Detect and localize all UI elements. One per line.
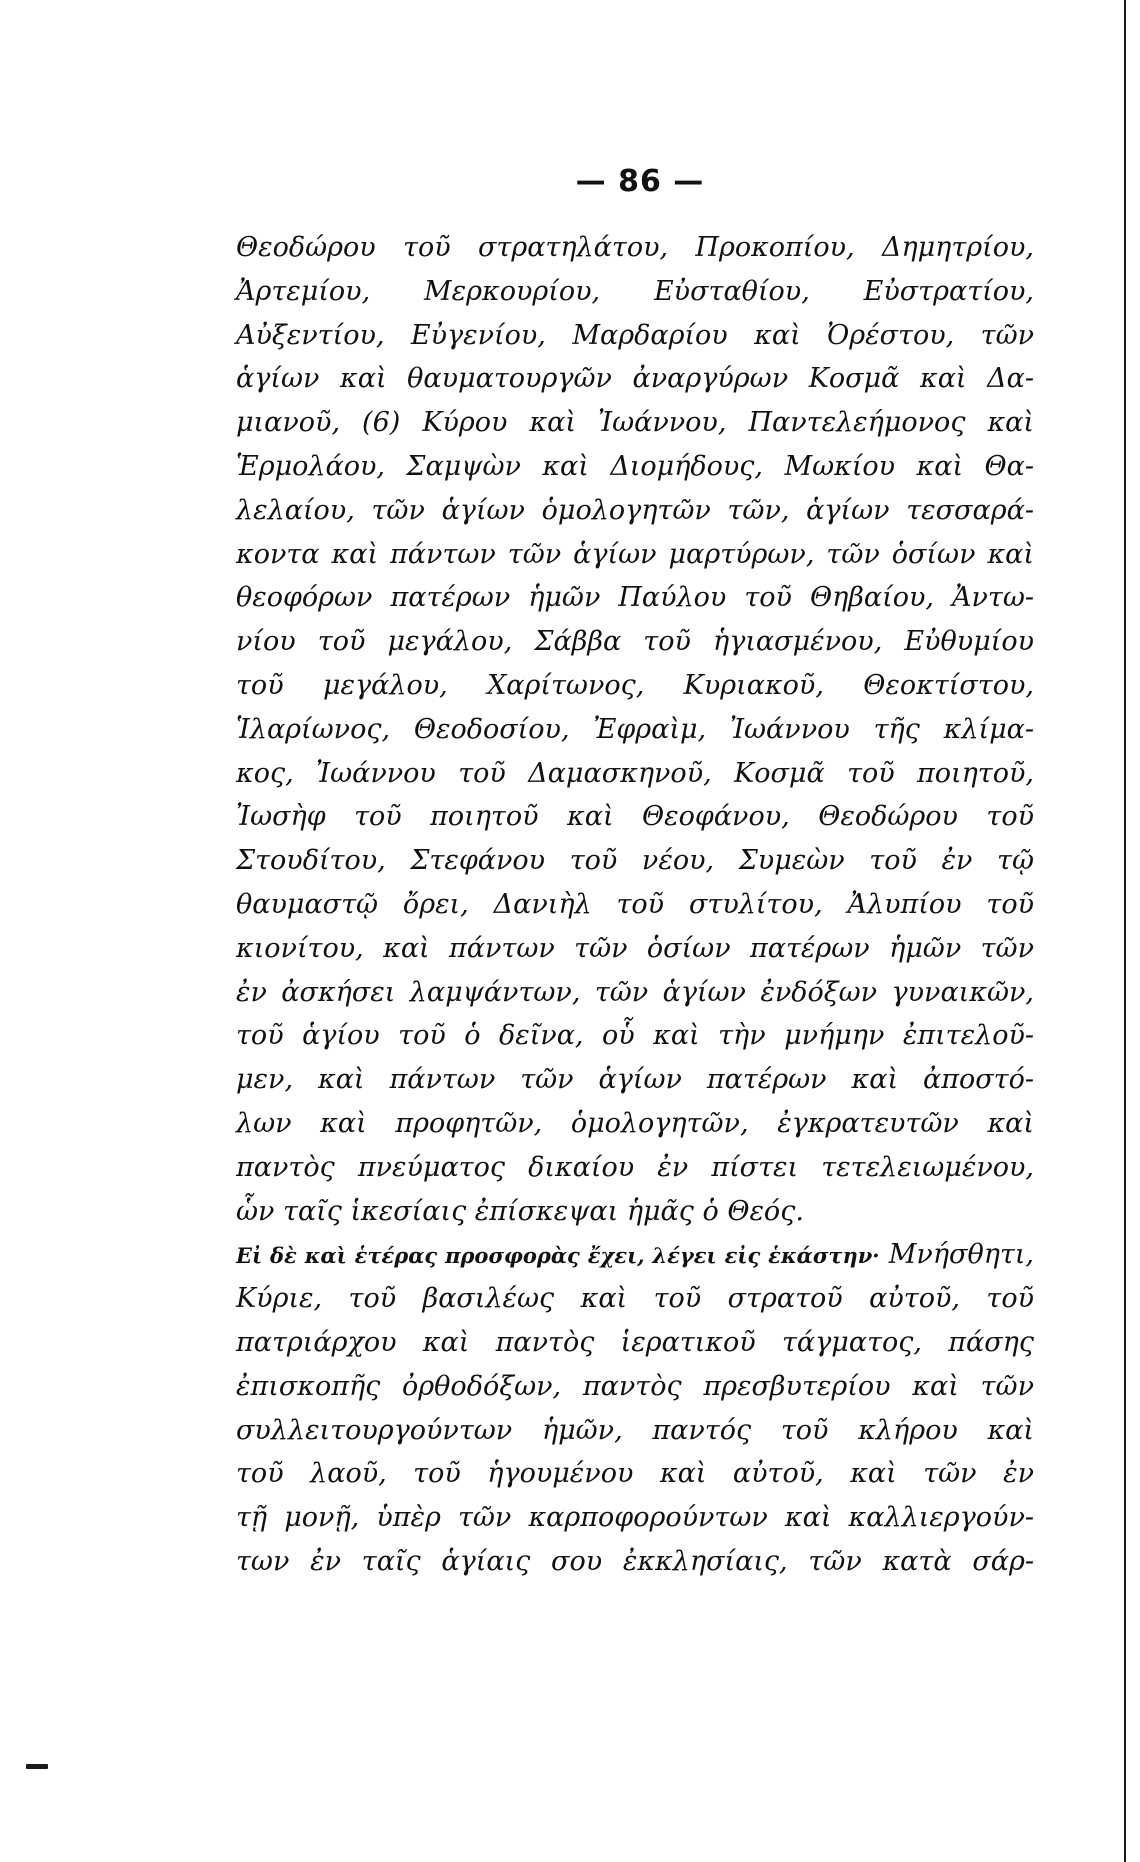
text-line: Αὐξεντίου, Εὐγενίου, Μαρδαρίου καὶ Ὀρέστου, τῶν [236,319,1034,351]
text-line: νίου τοῦ μεγάλου, Σάββα τοῦ ἡγιασμένου, Εὐθυμίου [236,626,1034,658]
text-line: μιανοῦ, (6) Κύρου καὶ Ἰωάννου, Παντελεήμονος καὶ [236,407,1034,439]
text-line: συλλειτουργούντων ἡμῶν, παντός τοῦ κλήρου καὶ [236,1414,1034,1446]
text-line: ἁγίων καὶ θαυματουργῶν ἀναργύρων Κοσμᾶ καὶ Δα- [236,363,1034,395]
rubric-instruction: Εἰ δὲ καὶ ἑτέρας προσφορὰς ἔχει, λέγει εἰς ἑκάστην· [236,1243,880,1269]
text-line: παντὸς πνεύματος δικαίου ἐν πίστει τετελειωμένου, [236,1151,1034,1183]
body-text [236,226,1034,1584]
paragraph-2 [236,1233,1034,1583]
rubric-line [236,1233,1034,1277]
rubric-tail: Μνήσθητι, [888,1239,1034,1271]
text-line: λων καὶ προφητῶν, ὁμολογητῶν, ἐγκρατευτῶν καὶ [236,1107,1034,1139]
text-line: θαυμαστῷ ὄρει, Δανιὴλ τοῦ στυλίτου, Ἀλυπίου τοῦ [236,888,1034,920]
text-line: των ἐν ταῖς ἁγίαις σου ἐκκλησίαις, τῶν κατὰ σάρ- [236,1545,1034,1577]
text-line: ὧν ταῖς ἱκεσίαις ἐπίσκεψαι ἡμᾶς ὁ Θεός. [236,1195,804,1227]
page-number: — 86 — [575,164,705,199]
text-line: Στουδίτου, Στεφάνου τοῦ νέου, Συμεὼν τοῦ ἐν τῷ [236,845,1034,877]
text-line: Ἀρτεμίου, Μερκουρίου, Εὐσταθίου, Εὐστρατίου, [236,275,1034,307]
text-line: τοῦ λαοῦ, τοῦ ἡγουμένου καὶ αὐτοῦ, καὶ τῶν ἐν [236,1458,1034,1490]
text-line: Κύριε, τοῦ βασιλέως καὶ τοῦ στρατοῦ αὐτοῦ, τοῦ [236,1283,1034,1315]
text-line: ἐπισκοπῆς ὀρθοδόξων, παντὸς πρεσβυτερίου καὶ τῶν [236,1370,1034,1402]
margin-mark [26,1764,48,1769]
text-line: θεοφόρων πατέρων ἡμῶν Παύλου τοῦ Θηβαίου, Ἀντω- [236,582,1034,614]
text-line: κος, Ἰωάννου τοῦ Δαμασκηνοῦ, Κοσμᾶ τοῦ ποιητοῦ, [236,757,1034,789]
text-line: πατριάρχου καὶ παντὸς ἱερατικοῦ τάγματος, πάσης [236,1326,1034,1358]
text-line: τῇ μονῇ, ὑπὲρ τῶν καρποφορούντων καὶ καλλιεργούν- [236,1502,1034,1534]
text-line: κοντα καὶ πάντων τῶν ἁγίων μαρτύρων, τῶν ὁσίων καὶ [236,538,1034,570]
text-line: Ἱλαρίωνος, Θεοδοσίου, Ἐφραὶμ, Ἰωάννου τῆς κλίμα- [236,713,1034,745]
page-edge-line [1124,0,1126,1862]
text-line: λελαίου, τῶν ἁγίων ὁμολογητῶν τῶν, ἁγίων τεσσαρά- [236,494,1034,526]
paragraph-1 [236,226,1034,1233]
text-line: ἐν ἀσκήσει λαμψάντων, τῶν ἁγίων ἐνδόξων γυναικῶν, [236,976,1034,1008]
text-line: τοῦ ἁγίου τοῦ ὁ δεῖνα, οὗ καὶ τὴν μνήμην ἐπιτελοῦ- [236,1020,1034,1052]
text-line: μεν, καὶ πάντων τῶν ἁγίων πατέρων καὶ ἀποστό- [236,1064,1034,1096]
text-line: τοῦ μεγάλου, Χαρίτωνος, Κυριακοῦ, Θεοκτίστου, [236,669,1034,701]
text-line: Θεοδώρου τοῦ στρατηλάτου, Προκοπίου, Δημητρίου, [236,232,1034,263]
text-line: κιονίτου, καὶ πάντων τῶν ὁσίων πατέρων ἡμῶν τῶν [236,932,1034,964]
text-line: Ἑρμολάου, Σαμψὼν καὶ Διομήδους, Μωκίου καὶ Θα- [236,450,1034,482]
text-line: Ἰωσὴφ τοῦ ποιητοῦ καὶ Θεοφάνου, Θεοδώρου τοῦ [236,801,1034,833]
